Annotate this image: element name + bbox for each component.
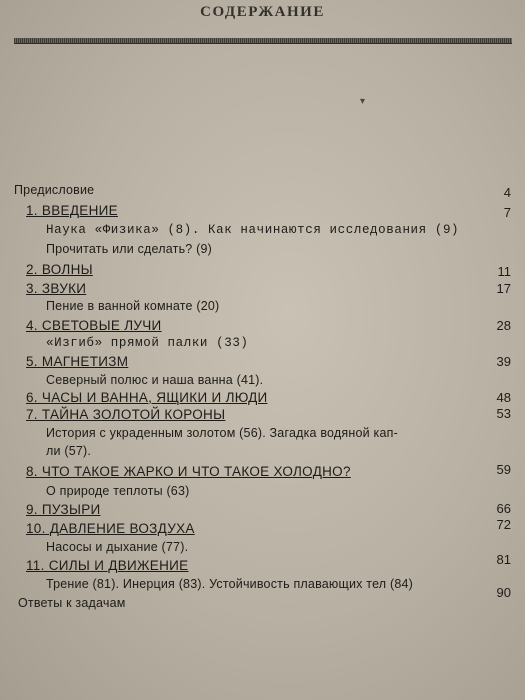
toc-entry-chapter-5: 5. МАГНЕТИЗМ	[26, 354, 129, 369]
toc-entry-chapter-1: 1. ВВЕДЕНИЕ	[26, 203, 118, 218]
toc-page-chapter-3: 17	[496, 281, 511, 296]
toc-entry-chapter-8: 8. ЧТО ТАКОЕ ЖАРКО И ЧТО ТАКОЕ ХОЛОДНО?	[26, 464, 351, 479]
toc-entry-chapter-9: 9. ПУЗЫРИ	[26, 502, 101, 517]
toc-entry-chapter-3: 3. ЗВУКИ	[26, 281, 87, 296]
toc-page-chapter-4: 28	[496, 318, 511, 333]
toc-subentry: Пение в ванной комнате (20)	[46, 299, 220, 313]
toc-entry-chapter-10: 10. ДАВЛЕНИЕ ВОЗДУХА	[26, 521, 195, 536]
toc-subentry: Северный полюс и наша ванна (41).	[46, 373, 264, 387]
toc-entry-chapter-11: 11. СИЛЫ И ДВИЖЕНИЕ	[26, 558, 189, 573]
toc-page-answers: 90	[496, 585, 511, 600]
toc-subentry: Насосы и дыхание (77).	[46, 540, 189, 554]
toc-page-chapter-10: 72	[496, 517, 511, 532]
contents-heading: СОДЕРЖАНИЕ	[200, 4, 325, 20]
toc-entry-chapter-2: 2. ВОЛНЫ	[26, 262, 93, 277]
toc-subentry: Прочитать или сделать? (9)	[46, 242, 213, 256]
toc-entry-preface: Предисловие	[14, 183, 95, 197]
toc-entry-chapter-4: 4. СВЕТОВЫЕ ЛУЧИ	[26, 318, 162, 333]
toc-page-chapter-9: 66	[496, 501, 511, 516]
toc-subentry: История с украденным золотом (56). Загадка водяной кап-	[46, 426, 398, 440]
toc-entry-chapter-6: 6. ЧАСЫ И ВАННА, ЯЩИКИ И ЛЮДИ	[26, 390, 268, 405]
toc-page-chapter-11: 81	[496, 552, 511, 567]
toc-page-chapter-1: 7	[503, 205, 511, 220]
toc-page-preface: 4	[503, 185, 511, 200]
toc-subentry: «Изгиб» прямой палки (33)	[46, 336, 249, 350]
toc-page-chapter-2: 11	[497, 264, 511, 279]
toc-page-chapter-5: 39	[496, 354, 511, 369]
toc-subentry: ли (57).	[46, 444, 92, 458]
toc-subentry: Трение (81). Инерция (83). Устойчивость плавающих тел (84)	[46, 577, 414, 591]
toc-page-chapter-7: 53	[496, 406, 511, 421]
toc-page-chapter-6: 48	[496, 390, 511, 405]
toc-page-chapter-8: 59	[496, 462, 511, 477]
toc-entry-chapter-7: 7. ТАЙНА ЗОЛОТОЙ КОРОНЫ	[26, 407, 226, 422]
toc-subentry: О природе теплоты (63)	[46, 484, 190, 498]
toc-entry-answers: Ответы к задачам	[18, 596, 126, 610]
print-mark: ▾	[360, 96, 366, 107]
toc-subentry: Наука «Физика» (8). Как начинаются исследования (9)	[46, 223, 460, 237]
